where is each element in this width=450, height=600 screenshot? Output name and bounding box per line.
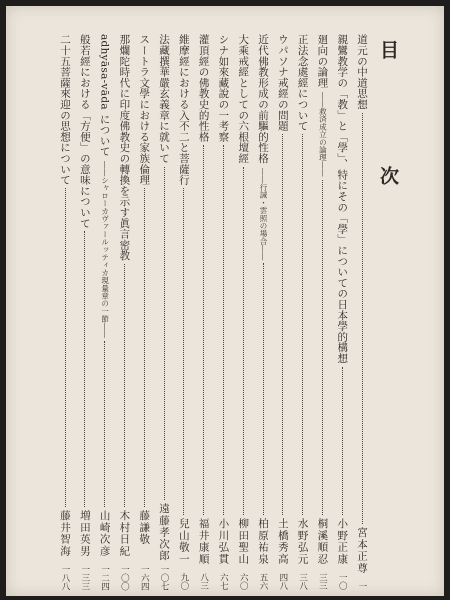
toc-entry-author: 土橋秀高 xyxy=(276,518,289,565)
toc-entry-author: 福井康順 xyxy=(197,518,210,565)
toc-entry-title: 道元の中道思想 xyxy=(356,34,368,110)
toc-entry-title: スートラ文學における家族倫理 xyxy=(138,34,151,186)
dotted-leader xyxy=(243,167,244,515)
dotted-leader xyxy=(342,367,343,515)
dotted-leader xyxy=(183,188,184,515)
toc-entry-title: 般若經における「方便」の意味について xyxy=(78,34,91,229)
toc-entry-page-number: 六〇 xyxy=(238,573,249,590)
toc-entry-author: 藤謙敬 xyxy=(138,509,151,545)
toc-entry-title: 維摩經における入不二と菩薩行 xyxy=(177,34,190,186)
toc-entry-page-number: 一〇七 xyxy=(159,564,169,590)
dotted-leader xyxy=(282,134,283,515)
dotted-leader xyxy=(302,134,303,515)
dotted-leader xyxy=(263,263,264,515)
toc-entry-author: 遠藤孝次郎 xyxy=(158,503,170,562)
table-of-contents xyxy=(52,34,370,590)
toc-entry-author: 小野正康 xyxy=(336,518,349,565)
toc-entry-page-number: 六七 xyxy=(218,573,229,590)
toc-entry-title: 法藏撰華嚴玄義章に就いて xyxy=(158,34,170,164)
toc-entry[interactable] xyxy=(255,34,271,590)
toc-entry-subtitle: ――シャローカヴァールッティカ現量章の一節―― xyxy=(100,160,110,338)
toc-entry-page-number: 一〇 xyxy=(337,573,348,590)
dotted-leader xyxy=(362,113,363,524)
toc-entry[interactable] xyxy=(97,34,113,590)
toc-entry-title: 正法念處經について xyxy=(296,34,309,132)
toc-entry[interactable] xyxy=(176,34,192,590)
toc-entry-page-number: 五六 xyxy=(258,573,268,590)
toc-entry[interactable] xyxy=(215,34,231,590)
toc-entry-author: 藤井智海 xyxy=(59,509,71,557)
toc-entry[interactable] xyxy=(116,34,132,590)
toc-entry-author: 兒山敬一 xyxy=(177,518,190,565)
toc-entry-page-number: 一八八 xyxy=(60,564,70,590)
toc-entry-author: 柏原祐泉 xyxy=(257,518,269,565)
dotted-leader xyxy=(144,188,145,506)
toc-entry[interactable] xyxy=(295,34,311,590)
toc-entry-author: 増田英男 xyxy=(78,509,91,557)
toc-entry-author: 柳田聖山 xyxy=(237,518,250,565)
dotted-leader xyxy=(104,341,105,507)
dotted-leader xyxy=(124,264,125,507)
toc-entry[interactable] xyxy=(235,34,251,590)
toc-entry-page-number: 一〇〇 xyxy=(119,564,130,590)
toc-entry-title: adhyāsa-vāda について xyxy=(98,34,111,157)
toc-entry-subtitle: ――救済成立の論理―― xyxy=(318,92,328,177)
dotted-leader xyxy=(164,167,165,500)
toc-entry[interactable] xyxy=(334,34,350,590)
toc-entry-title: 那爛陀時代に印度佛教史の轉換を示す眞言密教 xyxy=(118,34,131,261)
toc-entry-author: 山崎次彦 xyxy=(98,509,111,557)
toc-entry-title: シナ如來藏說の一考察 xyxy=(217,34,230,142)
toc-entry[interactable] xyxy=(136,34,152,590)
toc-entry-author: 木村日紀 xyxy=(118,509,131,557)
dotted-leader xyxy=(203,145,204,515)
toc-entry-author: 水野弘元 xyxy=(296,518,309,565)
toc-entry[interactable] xyxy=(77,34,93,590)
toc-entry-page-number: 一三三 xyxy=(79,564,90,590)
toc-entry[interactable] xyxy=(57,34,73,590)
toc-entry-author: 宮本正尊 xyxy=(356,526,368,574)
dotted-leader xyxy=(65,188,66,506)
toc-entry[interactable] xyxy=(275,34,291,590)
toc-entry-title: ウパソナ戒經の問題 xyxy=(276,34,289,132)
dotted-leader xyxy=(84,231,85,506)
toc-entry-author: 小川弘貫 xyxy=(217,518,230,565)
toc-page xyxy=(6,6,444,596)
toc-entry-page-number: 一 xyxy=(357,581,367,590)
toc-entry-subtitle: ――行誡・雲照の場合―― xyxy=(259,167,268,261)
toc-entry-page-number: 四八 xyxy=(277,573,288,590)
page-title: 目 次 xyxy=(377,40,399,229)
toc-entry-title: 廻向の論理 xyxy=(316,34,329,88)
toc-entry-title: 二十五菩薩來迎の思想について xyxy=(59,34,71,186)
toc-entry-title: 親鸞教学の「教」と「學」、特にその「學」についての日本學的構想 xyxy=(336,34,349,364)
toc-entry-title: 灌頂經の佛教史的性格 xyxy=(197,34,210,142)
toc-entry[interactable] xyxy=(354,34,370,590)
toc-entry-title: 近代佛教形成の前驅的性格 xyxy=(257,34,269,164)
toc-entry-title: 大乘戒經としての六根壇經 xyxy=(237,34,250,164)
toc-entry-page-number: 三八 xyxy=(297,573,308,590)
toc-entry[interactable] xyxy=(314,34,330,590)
toc-entry-author: 桐溪順忍 xyxy=(316,518,329,565)
toc-entry-page-number: 一六四 xyxy=(139,564,150,590)
toc-entry-page-number: 九〇 xyxy=(178,573,189,590)
toc-entry[interactable] xyxy=(196,34,212,590)
toc-entry[interactable] xyxy=(156,34,172,590)
dotted-leader xyxy=(223,145,224,515)
dotted-leader xyxy=(322,180,323,515)
toc-entry-page-number: 三三 xyxy=(317,573,328,590)
toc-entry-page-number: 一二四 xyxy=(99,564,110,590)
toc-entry-page-number: 八三 xyxy=(198,573,209,590)
